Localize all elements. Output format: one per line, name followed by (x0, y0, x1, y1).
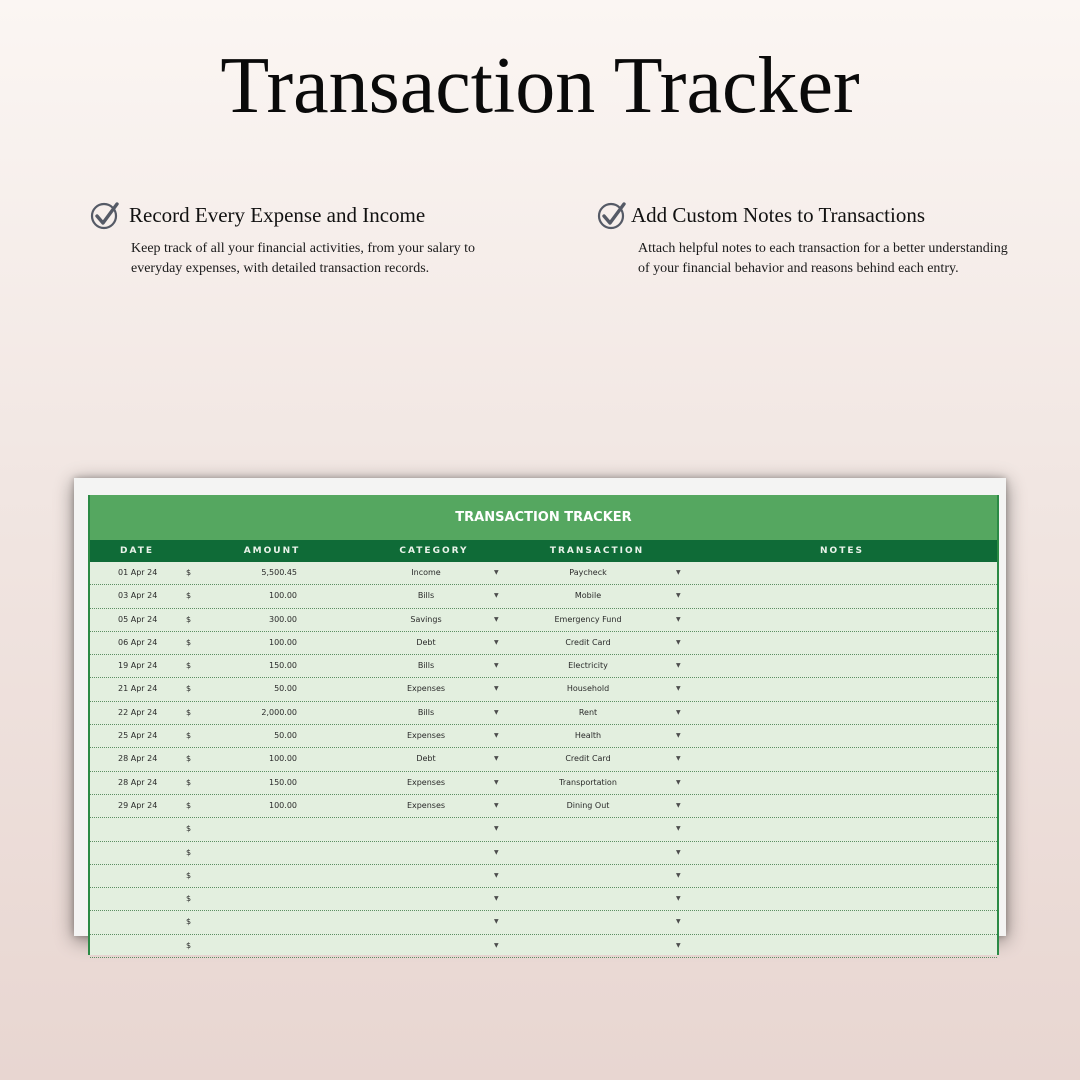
caret-down-icon[interactable]: ▼ (676, 801, 681, 809)
caret-down-icon[interactable]: ▼ (494, 592, 499, 600)
cell-currency: $ (186, 614, 192, 624)
table-row (90, 725, 997, 748)
caret-down-icon[interactable]: ▼ (676, 918, 681, 926)
column-header-notes: NOTES (820, 546, 864, 556)
caret-down-icon[interactable]: ▼ (494, 848, 499, 856)
amount-value: 2,000.00 (261, 707, 297, 717)
table-row (90, 911, 997, 934)
table-row (90, 678, 997, 701)
table-row (90, 865, 997, 888)
cell-transaction[interactable]: Credit Card (565, 754, 611, 764)
cell-currency: $ (186, 637, 192, 647)
cell-date[interactable]: 03 Apr 24 (118, 591, 158, 601)
caret-down-icon[interactable]: ▼ (676, 685, 681, 693)
cell-currency: $ (186, 591, 192, 601)
feature-description: Keep track of all your financial activities, from your salary to everyday expenses, with detailed transaction records. (131, 241, 476, 276)
caret-down-icon[interactable]: ▼ (676, 615, 681, 623)
feature-title: Add Custom Notes to Transactions (631, 203, 926, 227)
cell-currency: $ (186, 661, 192, 671)
cell-date[interactable]: 29 Apr 24 (118, 800, 158, 810)
amount-value: 50.00 (274, 731, 297, 741)
transaction-table (88, 495, 999, 955)
feature-description: Attach helpful notes to each transaction for a better understanding of your financial behavior and reasons behind each entry. (638, 241, 1008, 276)
caret-down-icon[interactable]: ▼ (676, 569, 681, 576)
cell-category[interactable]: Bills (417, 707, 435, 717)
check-circle-icon (90, 200, 120, 230)
table-row (90, 772, 997, 795)
cell-date[interactable]: 28 Apr 24 (118, 754, 158, 764)
caret-down-icon[interactable]: ▼ (676, 708, 681, 716)
sheet-title: TRANSACTION TRACKER (90, 495, 997, 540)
table-row (90, 748, 997, 771)
table-row (90, 818, 997, 841)
caret-down-icon[interactable]: ▼ (494, 825, 499, 833)
cell-date[interactable]: 01 Apr 24 (118, 568, 158, 577)
cell-transaction[interactable]: Transportation (559, 777, 617, 787)
cell-currency: $ (186, 684, 192, 694)
caret-down-icon[interactable]: ▼ (494, 638, 499, 646)
table-row (90, 935, 997, 958)
table-row (90, 888, 997, 911)
amount-value: 150.00 (269, 777, 297, 787)
cell-currency: $ (186, 824, 192, 834)
amount-value: 100.00 (269, 754, 297, 764)
caret-down-icon[interactable]: ▼ (676, 848, 681, 856)
cell-currency: $ (186, 894, 192, 904)
cell-transaction[interactable]: Emergency Fund (554, 614, 622, 624)
amount-value: 100.00 (269, 637, 297, 647)
caret-down-icon[interactable]: ▼ (494, 732, 499, 740)
amount-value: 5,500.45 (261, 568, 297, 577)
caret-down-icon[interactable]: ▼ (494, 918, 499, 926)
caret-down-icon[interactable]: ▼ (494, 662, 499, 670)
feature-record-expense (90, 200, 510, 279)
cell-date[interactable]: 28 Apr 24 (118, 777, 158, 787)
caret-down-icon[interactable]: ▼ (676, 638, 681, 646)
column-header-category: CATEGORY (399, 546, 469, 556)
feature-heading (597, 200, 1017, 230)
amount-value: 50.00 (274, 684, 297, 694)
cell-transaction[interactable]: Paycheck (569, 568, 607, 577)
table-row (90, 562, 997, 585)
cell-date[interactable]: 21 Apr 24 (118, 684, 158, 694)
cell-currency: $ (186, 917, 192, 927)
table-row (90, 842, 997, 865)
feature-custom-notes (597, 200, 1017, 279)
table-row (90, 655, 997, 678)
cell-currency: $ (186, 800, 192, 810)
caret-down-icon[interactable]: ▼ (494, 708, 499, 716)
caret-down-icon[interactable]: ▼ (676, 778, 681, 786)
table-row (90, 632, 997, 655)
amount-value: 100.00 (269, 591, 297, 601)
cell-date[interactable]: 19 Apr 24 (118, 661, 158, 671)
cell-currency: $ (186, 707, 192, 717)
column-header-date: DATE (119, 546, 155, 556)
table-row (90, 609, 997, 632)
feature-heading (90, 200, 510, 230)
caret-down-icon[interactable]: ▼ (494, 755, 499, 763)
spreadsheet-screenshot (74, 478, 1006, 950)
cell-category[interactable]: Savings (410, 614, 442, 624)
caret-down-icon[interactable]: ▼ (676, 895, 681, 903)
cell-category[interactable]: Expenses (406, 800, 446, 810)
caret-down-icon[interactable]: ▼ (494, 685, 499, 693)
cell-category[interactable]: Expenses (406, 731, 446, 741)
cell-category[interactable]: Bills (417, 591, 435, 601)
caret-down-icon[interactable]: ▼ (676, 592, 681, 600)
cell-transaction[interactable]: Rent (578, 707, 598, 717)
cell-transaction[interactable]: Dining Out (566, 800, 610, 810)
amount-value: 100.00 (269, 800, 297, 810)
column-header-row (90, 540, 997, 562)
feature-title: Record Every Expense and Income (129, 203, 426, 227)
cell-category[interactable]: Bills (417, 661, 435, 671)
cell-currency: $ (186, 777, 192, 787)
cell-category[interactable]: Expenses (406, 777, 446, 787)
cell-date[interactable]: 06 Apr 24 (118, 637, 158, 647)
cell-transaction[interactable]: Electricity (568, 661, 608, 671)
cell-category[interactable]: Income (411, 568, 441, 577)
caret-down-icon[interactable]: ▼ (676, 755, 681, 763)
cell-date[interactable]: 05 Apr 24 (118, 614, 158, 624)
amount-value: 300.00 (269, 614, 297, 624)
table-row (90, 585, 997, 608)
table-row (90, 795, 997, 818)
caret-down-icon[interactable]: ▼ (494, 778, 499, 786)
caret-down-icon[interactable]: ▼ (676, 662, 681, 670)
caret-down-icon[interactable]: ▼ (494, 895, 499, 903)
cell-currency: $ (186, 847, 192, 857)
cell-transaction[interactable]: Mobile (574, 591, 602, 601)
transaction-rows (90, 562, 997, 958)
caret-down-icon[interactable]: ▼ (494, 941, 499, 949)
amount-value: 150.00 (269, 661, 297, 671)
caret-down-icon[interactable]: ▼ (676, 732, 681, 740)
caret-down-icon[interactable]: ▼ (494, 871, 499, 879)
column-header-amount: AMOUNT (243, 546, 301, 556)
column-header-transaction: TRANSACTION (549, 546, 645, 556)
check-circle-icon (597, 200, 627, 230)
cell-currency: $ (186, 568, 192, 577)
cell-transaction[interactable]: Credit Card (565, 637, 611, 647)
caret-down-icon[interactable]: ▼ (676, 941, 681, 949)
caret-down-icon[interactable]: ▼ (676, 825, 681, 833)
caret-down-icon[interactable]: ▼ (494, 569, 499, 576)
cell-transaction[interactable]: Household (566, 684, 610, 694)
page-title: Transaction Tracker (220, 42, 860, 130)
cell-date[interactable]: 22 Apr 24 (118, 707, 158, 717)
cell-date[interactable]: 25 Apr 24 (118, 731, 158, 741)
cell-category[interactable]: Expenses (406, 684, 446, 694)
cell-currency: $ (186, 940, 192, 950)
cell-currency: $ (186, 870, 192, 880)
caret-down-icon[interactable]: ▼ (676, 871, 681, 879)
cell-currency: $ (186, 731, 192, 741)
cell-transaction[interactable]: Health (574, 731, 602, 741)
caret-down-icon[interactable]: ▼ (494, 615, 499, 623)
cell-currency: $ (186, 754, 192, 764)
cell-category[interactable]: Debt (416, 637, 436, 647)
table-row (90, 702, 997, 725)
caret-down-icon[interactable]: ▼ (494, 801, 499, 809)
cell-category[interactable]: Debt (416, 754, 436, 764)
